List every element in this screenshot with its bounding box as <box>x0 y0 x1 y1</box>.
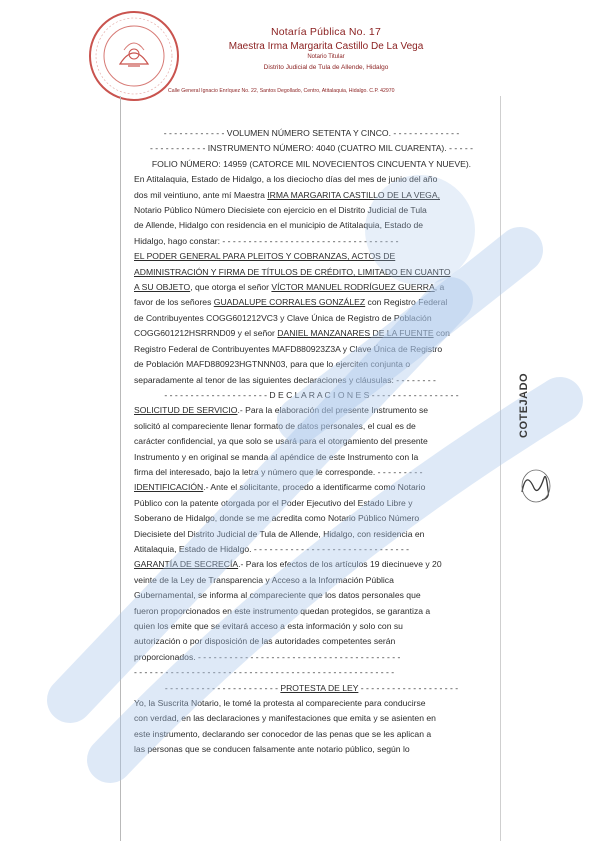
text-line <box>134 403 489 418</box>
text-line: veinte de la Ley de Transparencia y Acceso a la Información Pública <box>134 574 394 585</box>
text-line <box>134 681 489 696</box>
text-line <box>134 295 489 310</box>
text-line: separadamente al tenor de las siguientes declaraciones y cláusulas: - - - - - - - - <box>134 374 436 385</box>
signature-icon <box>516 462 556 508</box>
section-title: GARANTÍA DE SECRECÍA <box>134 559 239 570</box>
grantor-name: VÍCTOR MANUEL RODRÍGUEZ GUERRA <box>271 282 435 293</box>
attorney-name-2: DANIEL MANZANARES DE LA FUENTE <box>277 328 434 339</box>
text-line: Instrumento y en original se manda al apéndice de este Instrumento con la <box>134 451 419 462</box>
text-fragment: con <box>433 328 450 339</box>
text-line: de Población MAFD880923HGTNNN03, para que lo ejerciten conjunta o <box>134 359 411 370</box>
text-line <box>134 280 489 295</box>
text-line: carácter confidencial, ya que solo se usará para el otorgamiento del presente <box>134 436 428 447</box>
text-line: Registro Federal de Contribuyentes MAFD880923Z3A y Clave Única de Registro <box>134 343 443 354</box>
notary-name-underlined: IRMA MARGARITA CASTILLO DE LA VEGA, <box>267 189 440 200</box>
notary-header <box>196 26 456 71</box>
text-line <box>134 557 489 572</box>
declarations-heading: - - - - - - - - - - - - - - - - - - - - D E C L A R A C I O N E S - - - - - - - - - - - - - - - - - <box>164 389 459 400</box>
text-line: este instrumento, declarando ser conocedor de las penas que se les aplican a <box>134 728 432 739</box>
text-line: con verdad, en las declaraciones y manifestaciones que emita y se asienten en <box>134 713 436 724</box>
text-fragment: - - - - - - - - - - - - - - - - - - - <box>358 682 459 693</box>
right-margin-rule <box>500 96 501 841</box>
text-line <box>134 326 489 341</box>
volume-line: - - - - - - - - - - - - VOLUMEN NÚMERO SETENTA Y CINCO. - - - - - - - - - - - - - <box>163 128 460 138</box>
text-line: solicitó al compareciente llenar formato de datos personales, el cual es de <box>134 420 416 431</box>
power-title-line: EL PODER GENERAL PARA PLEITOS Y COBRANZAS, ACTOS DE <box>134 251 396 262</box>
dash-line: - - - - - - - - - - - - - - - - - - - - - - - - - - - - - - - - - - - - - - - - - - - - - - - - - - <box>134 667 395 678</box>
notary-title: Notaría Pública No. 17 <box>270 26 382 38</box>
text-line: proporcionados. - - - - - - - - - - - - - - - - - - - - - - - - - - - - - - - - - - - - - - - <box>134 651 401 662</box>
text-line: Notario Público Número Diecisiete con ejercicio en el Distrito Judicial de Tula <box>134 205 427 216</box>
text-fragment: favor de los señores <box>134 297 214 308</box>
text-line: Gubernamental, se informa al compareciente que los datos personales que <box>134 590 421 601</box>
text-line: En Atitalaquia, Estado de Hidalgo, a los dieciocho días del mes de junio del año <box>134 174 438 185</box>
text-fragment: .- Para la elaboración del presente Instrumento se <box>237 405 429 416</box>
section-title: SOLICITUD DE SERVICIO <box>134 405 238 416</box>
text-line: firma del interesado, bajo la letra y número que le corresponde. - - - - - - - - - <box>134 466 423 477</box>
power-title-end: A SU OBJETO <box>134 282 191 293</box>
text-line: Atitalaquia, Estado de Hidalgo. - - - - - - - - - - - - - - - - - - - - - - - - - - - - - - <box>134 543 410 554</box>
section-title: IDENTIFICACIÓN <box>134 482 204 493</box>
text-line: Diecisiete del Distrito Judicial de Tula de Allende, Hidalgo, con residencia en <box>134 528 425 539</box>
text-line <box>134 480 489 495</box>
notary-name: Maestra Irma Margarita Castillo De La Vega <box>228 41 424 52</box>
left-margin-rule <box>120 96 121 841</box>
instrument-line: - - - - - - - - - - - INSTRUMENTO NÚMERO: 4040 (CUATRO MIL CUARENTA). - - - - - <box>150 143 473 154</box>
text-fragment: .- Ante el solicitante, procedo a identificarme como Notario <box>203 482 426 493</box>
text-line: Público con la patente otorgada por el Poder Ejecutivo del Estado Libre y <box>134 497 413 508</box>
text-fragment: con Registro Federal <box>365 297 448 308</box>
text-line: las personas que se conducen falsamente ante notario público, según lo <box>134 744 410 755</box>
text-fragment: dos mil veintiuno, ante mí Maestra <box>134 189 268 200</box>
text-line: de Contribuyentes COGG601212VC3 y Clave Única de Registro de Población <box>134 312 432 323</box>
notary-role: Notario Titular <box>307 54 345 60</box>
text-fragment: - - - - - - - - - - - - - - - - - - - - - - <box>164 682 281 693</box>
cotejado-stamp: COTEJADO <box>518 372 530 438</box>
text-fragment: .- Para los efectos de los artículos 19 diecinueve y 20 <box>238 559 442 570</box>
text-line: de Allende, Hidalgo con residencia en el municipio de Atitalaquia, Estado de <box>134 220 424 231</box>
text-line: quien los emite que se evitará acceso a esta información y solo con su <box>134 621 403 631</box>
text-line <box>134 188 489 203</box>
notary-address: Calle General Ignacio Enríquez No. 22, Santos Degollado, Centro, Atitalaquia, Hidalgo. C.P. 42970 <box>168 88 395 94</box>
folio-line: FOLIO NÚMERO: 14959 (CATORCE MIL NOVECIENTOS CINCUENTA Y NUEVE). <box>151 158 472 169</box>
text-line: Hidalgo, hago constar: - - - - - - - - - - - - - - - - - - - - - - - - - - - - - - - - - - <box>134 235 399 246</box>
text-line: autorización o por disposición de las autoridades competentes serán <box>134 636 396 647</box>
section-title: PROTESTA DE LEY <box>280 682 359 693</box>
notary-district: Distrito Judicial de Tula de Allende, Hidalgo <box>263 64 389 71</box>
attorney-name-1: GUADALUPE CORRALES GONZÁLEZ <box>213 297 366 308</box>
text-fragment: , a <box>434 282 445 293</box>
text-line: Yo, la Suscrita Notario, le tomé la protesta al compareciente para conducirse <box>134 698 426 709</box>
text-fragment: , que otorga el señor <box>190 282 272 293</box>
power-title-line: ADMINISTRACIÓN Y FIRMA DE TÍTULOS DE CRÉDITO, LIMITADO EN CUANTO <box>134 266 451 277</box>
document-body <box>134 126 489 758</box>
text-line: fueron proporcionados en este instrumento quedan protegidos, se garantiza a <box>134 605 431 616</box>
text-line: Soberano de Hidalgo, donde se me acredita como Notario Público Número <box>134 513 420 524</box>
text-fragment: COGG601212HSRRND09 y el señor <box>134 328 278 339</box>
